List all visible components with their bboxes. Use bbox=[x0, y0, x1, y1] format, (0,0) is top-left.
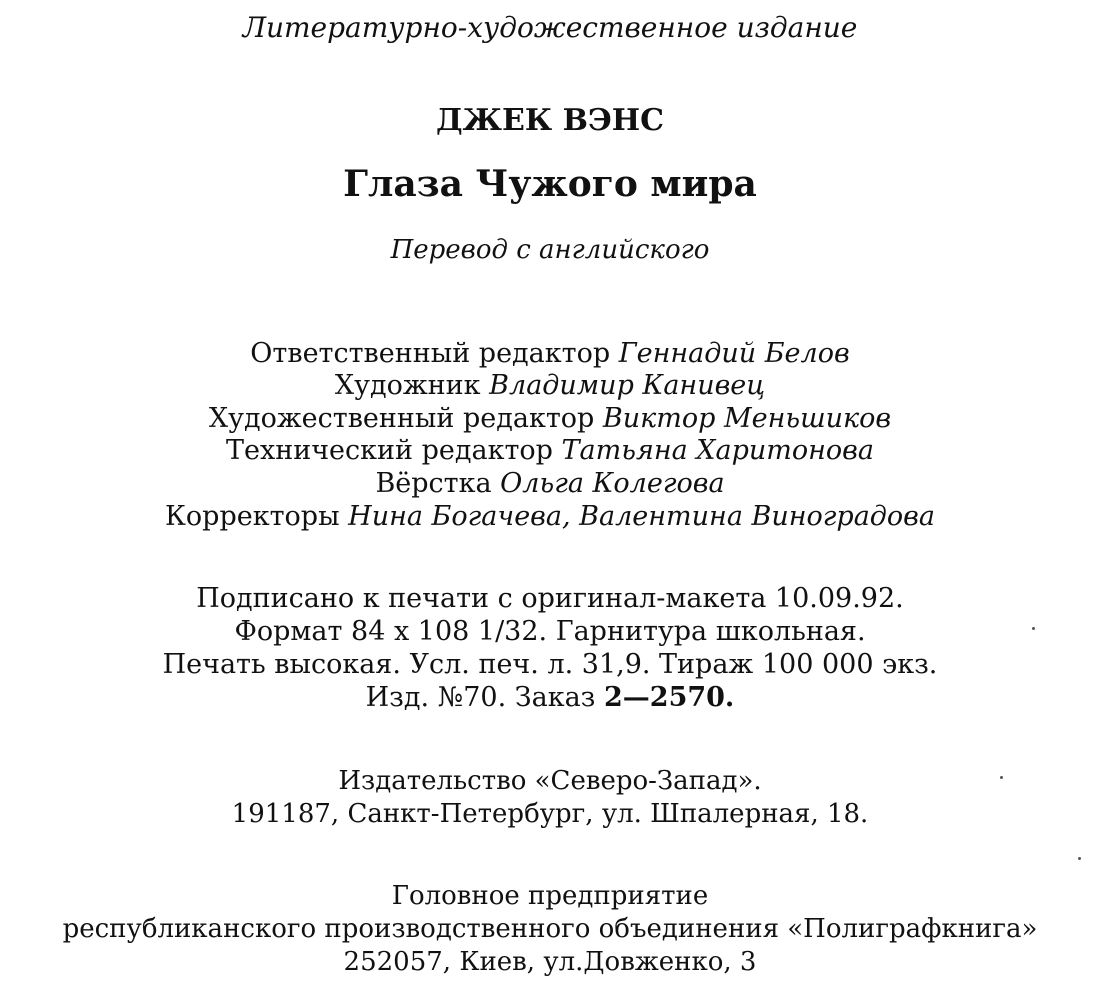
credit-name: Нина Богачева, Валентина Виноградова bbox=[348, 501, 935, 532]
imprint-signed-line: Подписано к печати с оригинал-макета 10.09.92. bbox=[196, 583, 904, 614]
translation-note: Перевод с английского bbox=[390, 235, 710, 265]
credit-name: Татьяна Харитонова bbox=[561, 435, 874, 466]
credit-role: Корректоры bbox=[165, 501, 340, 532]
edition-label: Изд. №70. Заказ bbox=[365, 682, 596, 713]
credit-role: Ответственный редактор bbox=[250, 338, 611, 369]
print-speck bbox=[1000, 776, 1003, 779]
credit-line bbox=[0, 340, 1100, 367]
credit-name: Ольга Колегова bbox=[500, 468, 725, 499]
credit-line bbox=[0, 503, 1100, 530]
credit-name: Виктор Меньшиков bbox=[602, 403, 892, 434]
publisher-name: Издательство «Северо-Запад». bbox=[338, 766, 762, 796]
publisher-address: 191187, Санкт-Петербург, ул. Шпалерная, 18. bbox=[231, 799, 869, 829]
order-number: 2—2570. bbox=[604, 682, 735, 713]
print-speck bbox=[1032, 627, 1035, 630]
credit-line bbox=[0, 372, 1100, 399]
imprint-format-line: Формат 84 x 108 1/32. Гарнитура школьная. bbox=[234, 616, 866, 647]
credit-role: Художественный редактор bbox=[208, 403, 595, 434]
author-name: ДЖЕК ВЭНС bbox=[435, 103, 665, 138]
printer-line-1: Головное предприятие bbox=[391, 881, 709, 911]
credit-name: Владимир Канивец bbox=[489, 370, 766, 401]
book-title: Глаза Чужого мира bbox=[343, 163, 757, 205]
credit-name: Геннадий Белов bbox=[618, 338, 850, 369]
credit-role: Вёрстка bbox=[375, 468, 492, 499]
imprint-print-line: Печать высокая. Усл. печ. л. 31,9. Тираж 100 000 экз. bbox=[162, 649, 938, 680]
imprint-order-line bbox=[0, 684, 1100, 711]
credit-role: Технический редактор bbox=[226, 435, 553, 466]
credit-line bbox=[0, 470, 1100, 497]
credit-line bbox=[0, 437, 1100, 464]
print-speck bbox=[1078, 857, 1081, 860]
credit-line bbox=[0, 405, 1100, 432]
printer-line-2: республиканского производственного объединения «Полиграфкнига» bbox=[62, 914, 1038, 944]
series-type: Литературно-художественное издание bbox=[242, 11, 858, 44]
printer-address: 252057, Киев, ул.Довженко, 3 bbox=[343, 947, 757, 977]
credit-role: Художник bbox=[334, 370, 481, 401]
